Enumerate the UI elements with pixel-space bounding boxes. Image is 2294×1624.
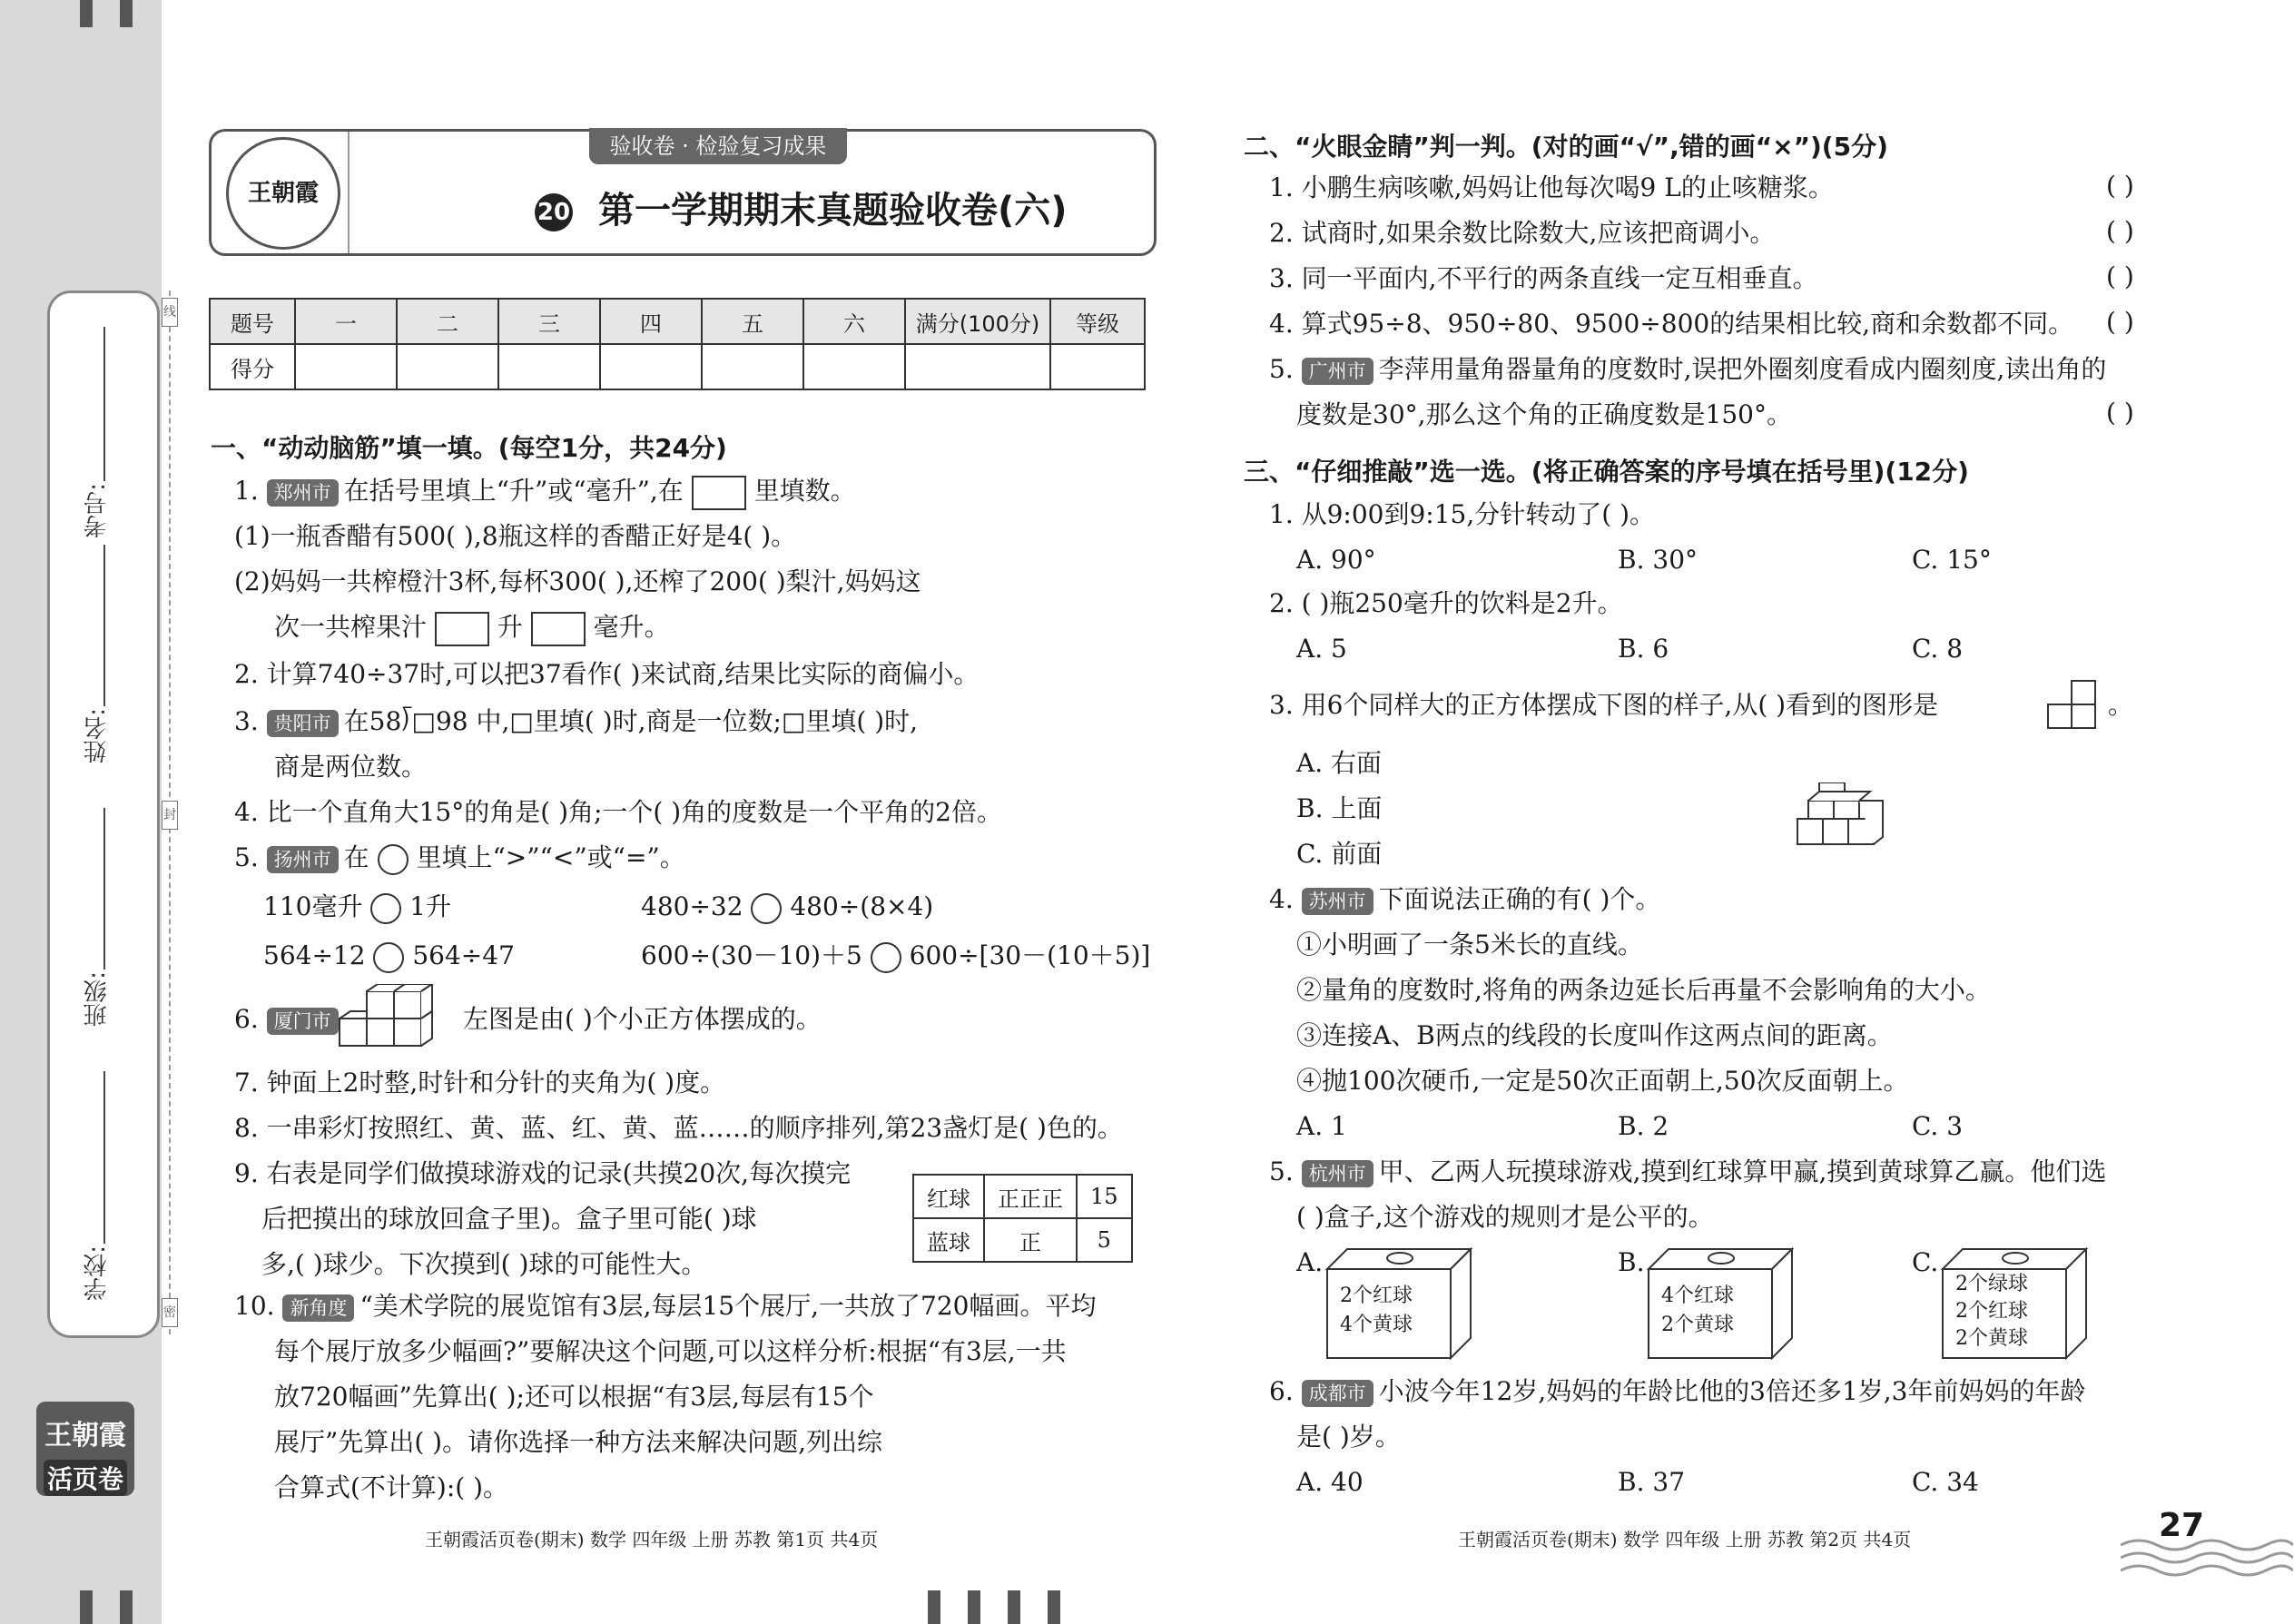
ball-count: 2个黄球	[1955, 1327, 2028, 1350]
city-tag: 杭州市	[1302, 1160, 1373, 1187]
brand-logo	[36, 1402, 134, 1496]
question-8: 8. 一串彩灯按照红、黄、蓝、红、黄、蓝……的顺序排列,第23盏灯是( )色的。	[234, 1113, 1123, 1143]
answer-box[interactable]	[435, 612, 489, 646]
q-number: 5.	[1269, 1156, 1294, 1186]
question-10-line3: 放720幅画”先算出( );还可以根据“有3层,每层有15个	[274, 1382, 874, 1412]
binding-tick	[120, 1590, 133, 1624]
question-10	[234, 1289, 1096, 1324]
question-1-2-cont	[274, 610, 670, 646]
option[interactable]: C. 8	[1912, 634, 1964, 664]
q-number: 1.	[234, 476, 259, 506]
statement: ②量角的度数时,将角的两条边延长后再量不会影响角的大小。	[1296, 975, 1991, 1005]
q-text: 小波今年12岁,妈妈的年龄比他的3倍还多1岁,3年前妈妈的年龄	[1378, 1376, 2086, 1406]
q-number: 4.	[1269, 884, 1294, 914]
score-input-cell[interactable]	[905, 344, 1050, 389]
q-text: 1升	[409, 891, 452, 921]
option[interactable]: C. 34	[1912, 1467, 1979, 1497]
seal-mark-seal: 封	[162, 801, 178, 830]
ball-box-b	[1647, 1247, 1796, 1360]
choice-3: 3. 用6个同样大的正方体摆成下图的样子,从( )看到的图形是	[1269, 690, 1939, 720]
option[interactable]: B. 6	[1618, 634, 1669, 664]
compare-row-1a	[263, 890, 451, 924]
score-input-cell[interactable]	[803, 344, 905, 389]
name-label: 姓名:	[84, 708, 111, 763]
tally-cell: 15	[1077, 1175, 1132, 1218]
judge-2: 2. 试商时,如果余数比除数大,应该把商调小。	[1269, 218, 1776, 248]
q-number: 6.	[1269, 1376, 1294, 1406]
section-2-heading: 二、“火眼金睛”判一判。(对的画“√”,错的画“×”)(5分)	[1244, 132, 1888, 162]
binding-tick	[80, 0, 93, 27]
score-input-cell[interactable]	[498, 344, 600, 389]
q-text: 下面说法正确的有( )个。	[1378, 884, 1661, 914]
q-number: 5.	[234, 842, 259, 872]
compare-row-2b	[641, 939, 1150, 973]
option[interactable]: A. 90°	[1296, 545, 1376, 575]
tally-cell: 正	[984, 1218, 1077, 1262]
q-text: 110毫升	[263, 891, 363, 921]
city-tag: 扬州市	[267, 846, 339, 873]
tally-cell: 蓝球	[913, 1218, 984, 1262]
q-text: 升	[497, 612, 523, 642]
score-cell: 得分	[210, 344, 295, 389]
city-tag: 新角度	[282, 1294, 354, 1322]
right-footer: 王朝霞活页卷(期末) 数学 四年级 上册 苏教 第2页 共4页	[1458, 1529, 1912, 1550]
score-cell: 题号	[210, 299, 295, 344]
school-label: 学校:	[84, 1245, 111, 1301]
ball-count: 4个黄球	[1340, 1314, 1413, 1336]
score-cell: 二	[397, 299, 498, 344]
question-1-2: (2)妈妈一共榨橙汁3杯,每杯300( ),还榨了200( )梨汁,妈妈这	[234, 566, 921, 596]
exam-number-badge: 20	[535, 193, 573, 231]
ball-box-c	[1941, 1247, 2090, 1360]
q-text: 甲、乙两人玩摸球游戏,摸到红球算甲赢,摸到黄球算乙赢。他们选	[1378, 1156, 2107, 1186]
cube-stack-figure	[338, 984, 456, 1057]
question-3-cont: 商是两位数。	[274, 752, 428, 782]
q-number: 3.	[234, 706, 259, 736]
option[interactable]: A. 右面	[1296, 748, 1383, 778]
tally-cell: 红球	[913, 1175, 984, 1218]
question-10-line2: 每个展厅放多少幅画?”要解决这个问题,可以这样分析:根据“有3层,一共	[274, 1336, 1067, 1366]
choice-5	[1269, 1155, 2106, 1189]
choice-2: 2. ( )瓶250毫升的饮料是2升。	[1269, 588, 1623, 618]
choice-3-end: 。	[2108, 690, 2134, 720]
page-tick	[1008, 1590, 1020, 1624]
page-tick	[1048, 1590, 1060, 1624]
school-line	[103, 1071, 105, 1244]
binding-tick	[120, 0, 133, 27]
compare-row-2a	[263, 939, 515, 973]
score-table	[209, 298, 1146, 390]
question-1-1: (1)一瓶香醋有500( ),8瓶这样的香醋正好是4( )。	[234, 521, 797, 551]
q-number: 5.	[1269, 354, 1294, 384]
city-tag: 成都市	[1302, 1380, 1373, 1407]
seal-mark-secret: 密	[162, 1298, 178, 1327]
score-cell: 满分(100分)	[905, 299, 1050, 344]
city-tag: 贵阳市	[267, 710, 339, 737]
score-input-cell[interactable]	[702, 344, 803, 389]
option[interactable]: A. 5	[1296, 634, 1347, 664]
compare-answer-circle[interactable]	[871, 942, 901, 973]
score-table-header-row	[210, 299, 1145, 344]
judge-1: 1. 小鹏生病咳嗽,妈妈让他每次喝9 L的止咳糖浆。	[1269, 172, 1834, 202]
tally-row	[913, 1218, 1132, 1262]
judge-answer[interactable]: ( )	[2106, 261, 2134, 291]
q-text: 在括号里填上“升”或“毫升”,在	[343, 476, 684, 506]
score-cell: 四	[600, 299, 702, 344]
statement: ①小明画了一条5米长的直线。	[1296, 930, 1643, 960]
page-number: 27	[2159, 1507, 2205, 1544]
exam-number-label: 考号:	[84, 483, 111, 538]
city-tag: 苏州市	[1302, 888, 1373, 915]
option[interactable]: A. 1	[1296, 1111, 1347, 1141]
tally-row	[913, 1175, 1132, 1218]
section-1-heading: 一、“动动脑筋”填一填。(每空1分，共24分)	[211, 433, 727, 463]
city-tag: 郑州市	[267, 479, 339, 507]
answer-box[interactable]	[531, 612, 586, 646]
wave-decoration	[2121, 1534, 2293, 1580]
ball-box-a	[1325, 1247, 1474, 1360]
emblem-logo	[226, 137, 340, 250]
q-text: 次一共榨果汁	[274, 612, 428, 642]
q-text: 李萍用量角器量角的度数时,误把外圈刻度看成内圈刻度,读出角的	[1378, 354, 2107, 384]
exam-header	[209, 129, 1157, 256]
score-input-cell[interactable]	[295, 344, 397, 389]
question-3	[234, 704, 918, 739]
compare-row-1b	[641, 890, 933, 924]
q-number: 6.	[234, 1004, 259, 1034]
answer-box[interactable]	[692, 476, 746, 510]
q-text: 在	[343, 842, 369, 872]
judge-answer[interactable]: ( )	[2106, 216, 2134, 246]
ball-count: 4个红球	[1661, 1284, 1734, 1307]
header-divider	[348, 132, 350, 253]
page-tick	[968, 1590, 980, 1624]
tally-cell: 5	[1077, 1218, 1132, 1262]
exam-number-line	[103, 327, 105, 481]
question-5	[234, 841, 685, 875]
score-table-score-row	[210, 344, 1145, 389]
option[interactable]: A. 40	[1296, 1467, 1364, 1497]
option[interactable]: C. 前面	[1296, 839, 1383, 869]
q-text: 564÷47	[412, 940, 515, 970]
tally-table	[912, 1174, 1133, 1263]
view-shape-figure	[2044, 679, 2102, 730]
page-tick	[928, 1590, 940, 1624]
box-contents	[1340, 1282, 1413, 1340]
judge-answer[interactable]: ( )	[2106, 307, 2134, 337]
choice-1: 1. 从9:00到9:15,分针转动了( )。	[1269, 499, 1656, 529]
page-title	[535, 182, 1068, 233]
q-text: 里填上“>”“<”或“=”。	[416, 842, 685, 872]
tally-cell: 正正正	[984, 1175, 1077, 1218]
option[interactable]: B. 37	[1618, 1467, 1686, 1497]
binding-tick	[80, 1590, 93, 1624]
ball-count: 2个红球	[1955, 1300, 2028, 1323]
city-tag: 广州市	[1302, 358, 1373, 385]
question-10-line5: 合算式(不计算):( )。	[274, 1472, 509, 1502]
question-1	[234, 474, 856, 510]
judge-5	[1269, 352, 2106, 387]
statement: ③连接A、B两点的线段的长度叫作这两点间的距离。	[1296, 1020, 1893, 1050]
question-10-line4: 展厅”先算出( )。请你选择一种方法来解决问题,列出综	[274, 1427, 882, 1457]
judge-answer[interactable]: ( )	[2106, 171, 2134, 201]
choice-6	[1269, 1374, 2086, 1409]
q-text: 480÷32	[641, 891, 743, 921]
question-2: 2. 计算740÷37时,可以把37看作( )来试商,结果比实际的商偏小。	[234, 659, 980, 689]
q-text: 里填数。	[753, 476, 856, 506]
score-cell: 六	[803, 299, 905, 344]
box-contents	[1661, 1282, 1734, 1340]
option[interactable]: C. 3	[1912, 1111, 1964, 1141]
question-4: 4. 比一个直角大15°的角是( )角;一个( )角的度数是一个平角的2倍。	[234, 797, 1002, 827]
score-cell: 三	[498, 299, 600, 344]
score-cell: 五	[702, 299, 803, 344]
ball-count: 2个红球	[1340, 1284, 1413, 1307]
statement: ④抛100次硬币,一定是50次正面朝上,50次反面朝上。	[1296, 1066, 1909, 1096]
brand-logo-line1: 王朝霞	[44, 1420, 126, 1452]
q-text: 600÷(30－10)＋5	[641, 940, 862, 970]
seal-mark-line: 线	[162, 298, 178, 327]
compare-answer-circle[interactable]	[373, 942, 404, 973]
q-text: 毫升。	[593, 612, 670, 642]
choice-5-cont: ( )盒子,这个游戏的规则才是公平的。	[1296, 1202, 1714, 1232]
question-7: 7. 钟面上2时整,时针和分针的夹角为( )度。	[234, 1068, 726, 1097]
compare-answer-circle[interactable]	[370, 893, 401, 924]
score-input-cell[interactable]	[1050, 344, 1145, 389]
option[interactable]: C.	[1912, 1247, 1939, 1277]
left-footer: 王朝霞活页卷(期末) 数学 四年级 上册 苏教 第1页 共4页	[425, 1529, 879, 1550]
question-9-line1: 9. 右表是同学们做摸球游戏的记录(共摸20次,每次摸完	[234, 1158, 852, 1188]
q-text: “美术学院的展览馆有3层,每层15个展厅,一共放了720幅画。平均	[359, 1291, 1097, 1321]
score-cell: 一	[295, 299, 397, 344]
name-line	[103, 545, 105, 706]
compare-circle	[378, 844, 409, 875]
class-label: 班级:	[84, 971, 111, 1027]
emblem-text: 王朝霞	[247, 180, 319, 207]
option[interactable]: B.	[1618, 1247, 1645, 1277]
section-3-heading: 三、“仔细推敲”选一选。(将正确答案的序号填在括号里)(12分)	[1244, 457, 1969, 487]
option[interactable]: C. 15°	[1912, 545, 1992, 575]
question-9-line3: 多,( )球少。下次摸到( )球的可能性大。	[261, 1249, 707, 1279]
judge-answer[interactable]: ( )	[2106, 398, 2134, 428]
brand-logo-line2: 活页卷	[44, 1460, 127, 1496]
score-input-cell[interactable]	[397, 344, 498, 389]
class-line	[103, 808, 105, 969]
option[interactable]: B. 30°	[1618, 545, 1698, 575]
cube-arrangement-figure	[1796, 782, 1886, 848]
choice-4	[1269, 882, 1660, 917]
option[interactable]: A.	[1296, 1247, 1324, 1277]
question-9-line2: 后把摸出的球放回盒子里)。盒子里可能( )球	[261, 1204, 757, 1234]
exam-title-text: 第一学期期末真题验收卷(六)	[598, 190, 1068, 231]
q-text: 480÷(8×4)	[790, 891, 934, 921]
judge-4: 4. 算式95÷8、950÷80、9500÷800的结果相比较,商和余数都不同。	[1269, 309, 2074, 339]
box-contents	[1955, 1271, 2028, 1353]
compare-answer-circle[interactable]	[751, 893, 782, 924]
ball-count: 2个绿球	[1955, 1273, 2028, 1295]
choice-6-cont: 是( )岁。	[1296, 1422, 1401, 1452]
q-text: 600÷[30－(10＋5)]	[909, 940, 1151, 970]
q-text: 在58⟌□98 中,□里填( )时,商是一位数;□里填( )时,	[343, 706, 919, 736]
judge-5-cont: 度数是30°,那么这个角的正确度数是150°。	[1296, 399, 1792, 429]
score-cell: 等级	[1050, 299, 1145, 344]
judge-3: 3. 同一平面内,不平行的两条直线一定互相垂直。	[1269, 263, 1818, 293]
option[interactable]: B. 上面	[1296, 793, 1383, 823]
score-input-cell[interactable]	[600, 344, 702, 389]
question-6-text: 左图是由( )个小正方体摆成的。	[463, 1004, 822, 1034]
header-banner: 验收卷 · 检验复习成果	[589, 128, 847, 164]
question-6-number	[234, 1002, 344, 1037]
city-tag: 厦门市	[267, 1008, 339, 1035]
q-number: 10.	[234, 1291, 275, 1321]
ball-count: 2个黄球	[1661, 1314, 1734, 1336]
option[interactable]: B. 2	[1618, 1111, 1669, 1141]
q-text: 564÷12	[263, 940, 366, 970]
